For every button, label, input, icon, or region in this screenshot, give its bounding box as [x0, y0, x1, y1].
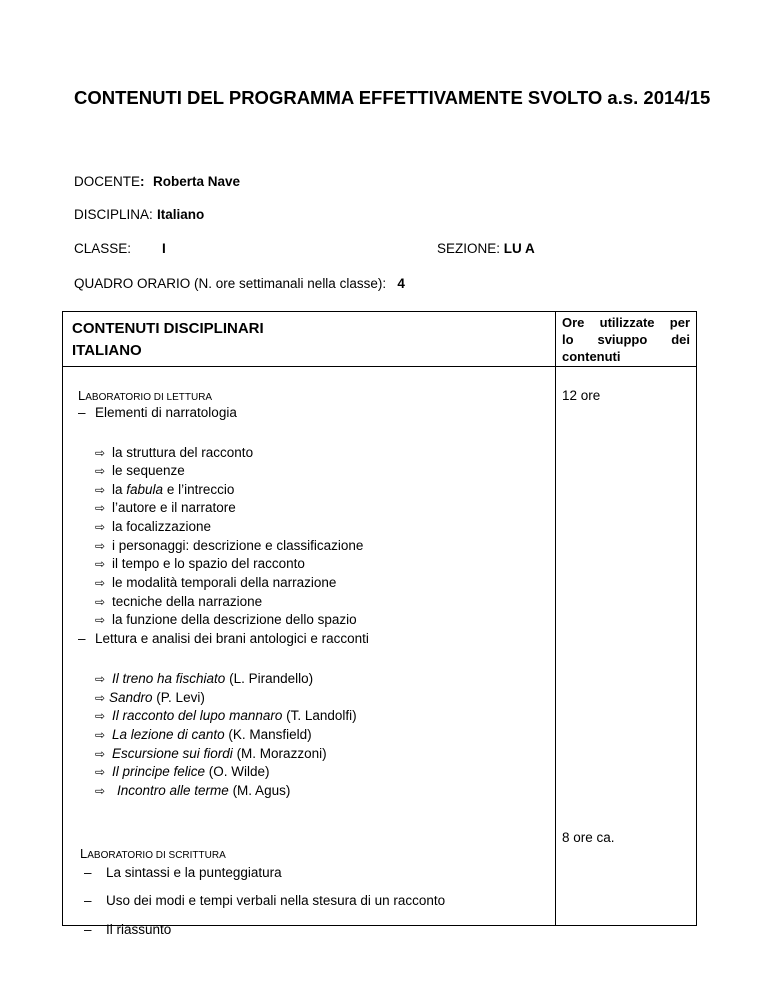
- sezione-field: [437, 241, 535, 256]
- narr-item: ⇨ il tempo e lo spazio del racconto: [95, 556, 305, 571]
- narr-item: ⇨ le sequenze: [95, 463, 185, 478]
- arrow-right-icon: ⇨: [95, 446, 106, 460]
- ore-cell: [556, 367, 697, 926]
- narratologia-item: – Elementi di narratologia: [78, 405, 237, 420]
- ore-lettura: 12 ore: [562, 388, 601, 403]
- narr-item: ⇨ la funzione della descrizione dello spazio: [95, 612, 357, 627]
- arrow-right-icon: ⇨: [95, 765, 106, 779]
- table-header-row: [63, 312, 697, 367]
- arrow-right-icon: ⇨: [95, 747, 106, 761]
- dash-icon: –: [78, 405, 86, 420]
- lab-lettura-heading: LABORATORIO DI LETTURA: [78, 388, 213, 403]
- brano-item: ⇨ Escursione sui fiordi (M. Morazzoni): [95, 746, 327, 761]
- narr-item: ⇨ la fabula e l’intreccio: [95, 482, 235, 497]
- arrow-right-icon: ⇨: [95, 464, 106, 478]
- quadro-orario: [74, 276, 405, 291]
- dash-icon: –: [78, 631, 86, 646]
- narr-item: ⇨ la struttura del racconto: [95, 445, 254, 460]
- brano-item: ⇨ Il principe felice (O. Wilde): [95, 764, 270, 779]
- arrow-right-icon: ⇨: [95, 709, 106, 723]
- arrow-right-icon: ⇨: [95, 539, 106, 553]
- arrow-right-icon: ⇨: [95, 557, 106, 571]
- brano-item: ⇨ Il treno ha fischiato (L. Pirandello): [95, 671, 314, 686]
- disciplina-value: Italiano: [157, 207, 205, 222]
- arrow-right-icon: ⇨: [95, 595, 106, 609]
- narr-item: ⇨ i personaggi: descrizione e classificazione: [95, 538, 364, 553]
- dash-icon: –: [84, 922, 92, 937]
- header-italiano: ITALIANO: [72, 342, 142, 359]
- table-body-row: [63, 367, 697, 926]
- narr-item: ⇨ le modalità temporali della narrazione: [95, 575, 337, 590]
- lettura-analisi-item: – Lettura e analisi dei brani antologici e racconti: [78, 631, 369, 646]
- lab-scrittura-heading: LABORATORIO DI SCRITTURA: [80, 846, 226, 861]
- arrow-right-icon: ⇨: [95, 728, 106, 742]
- narr-item: ⇨ tecniche della narrazione: [95, 594, 263, 609]
- brano-item: ⇨ Il racconto del lupo mannaro (T. Landolfi): [95, 708, 357, 723]
- arrow-right-icon: ⇨: [95, 576, 106, 590]
- brano-item: ⇨ La lezione di canto (K. Mansfield): [95, 727, 312, 742]
- docente-label: DOCENTE:: [74, 174, 145, 189]
- dash-icon: –: [84, 893, 92, 908]
- contenuti-cell: [63, 367, 556, 937]
- document-title: CONTENUTI DEL PROGRAMMA EFFETTIVAMENTE SVOLTO a.s. 2014/15: [74, 87, 711, 108]
- scrittura-item: – Il riassunto: [84, 922, 172, 937]
- arrow-right-icon: ⇨: [95, 483, 106, 497]
- scrittura-item: – Uso dei modi e tempi verbali nella stesura di un racconto: [84, 893, 446, 908]
- brano-item: ⇨ Incontro alle terme (M. Agus): [95, 783, 291, 798]
- classe-value: I: [162, 241, 166, 256]
- header-ore-text: Ore utilizzate per lo sviuppo dei contenuti: [562, 315, 690, 364]
- quadro-label: QUADRO ORARIO (N. ore settimanali nella classe):: [74, 276, 387, 291]
- program-table: [62, 311, 697, 937]
- header-ore-cell: [556, 312, 697, 367]
- arrow-right-icon: ⇨: [95, 672, 106, 686]
- arrow-right-icon: ⇨: [95, 784, 106, 798]
- dash-icon: –: [84, 865, 92, 880]
- docente-value: Roberta Nave: [153, 174, 241, 189]
- narr-item: ⇨ l’autore e il narratore: [95, 500, 236, 515]
- classe-label: CLASSE:: [74, 241, 132, 256]
- sezione-value: LU A: [503, 241, 535, 256]
- arrow-right-icon: ⇨: [95, 613, 106, 627]
- disciplina-label: DISCIPLINA:: [74, 207, 153, 222]
- header-contenuti-title: CONTENUTI DISCIPLINARI: [72, 320, 264, 337]
- narr-item: ⇨ la focalizzazione: [95, 519, 212, 534]
- quadro-value: 4: [397, 276, 405, 291]
- brano-item: ⇨ Sandro (P. Levi): [95, 690, 205, 705]
- scrittura-item: – La sintassi e la punteggiatura: [84, 865, 282, 880]
- arrow-right-icon: ⇨: [95, 520, 106, 534]
- sezione-label: SEZIONE:: [437, 241, 501, 256]
- arrow-right-icon: ⇨: [95, 691, 106, 705]
- header-contenuti-cell: [63, 312, 556, 367]
- arrow-right-icon: ⇨: [95, 501, 106, 515]
- ore-scrittura: 8 ore ca.: [562, 830, 615, 845]
